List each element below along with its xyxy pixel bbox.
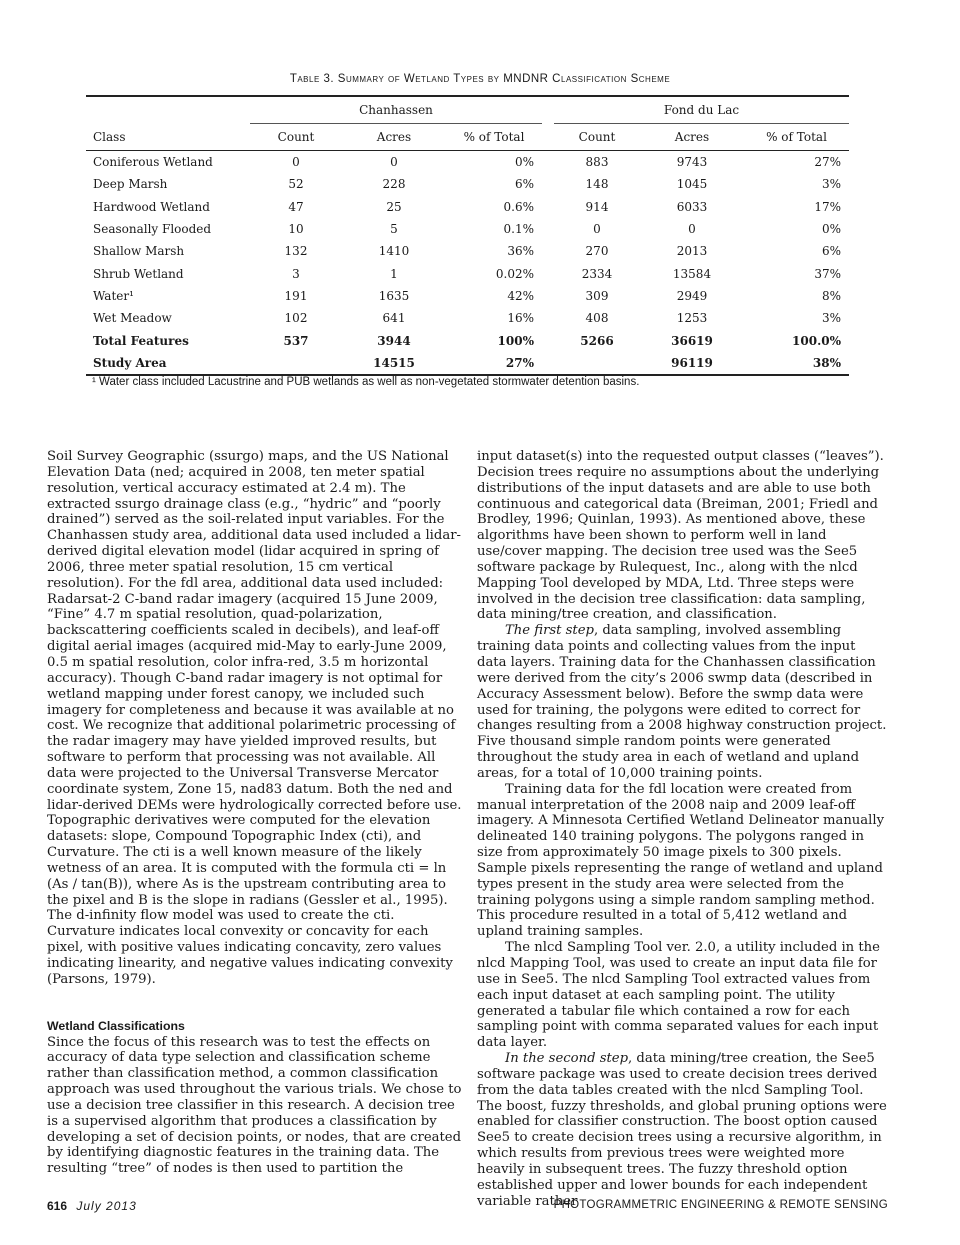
column-header: Count bbox=[554, 124, 640, 151]
body-paragraph: The nlcd Sampling Tool ver. 2.0, a utility included in the nlcd Mapping Tool, was used to create an input data file for use in See5. The nlcd Sampling Tool extracted values from each input dataset at each sampling point. The utility generated a tabular file which contained a row for each sampling point with comma separated values for each input data layer. bbox=[477, 940, 880, 1051]
row-label: Shallow Marsh bbox=[93, 244, 185, 259]
table-cell: 3 bbox=[292, 266, 300, 281]
column-gap bbox=[542, 124, 554, 151]
table-cell: 270 bbox=[585, 244, 609, 259]
journal-name: PHOTOGRAMMETRIC ENGINEERING & REMOTE SENSING bbox=[553, 1199, 888, 1211]
table-cell: 883 bbox=[585, 155, 609, 170]
table-cell: 0% bbox=[821, 222, 841, 237]
table-cell: 42% bbox=[507, 288, 534, 303]
table-cell: 16% bbox=[507, 311, 534, 326]
table-cell: 6% bbox=[821, 244, 841, 259]
table-cell: 102 bbox=[284, 311, 308, 326]
table-group-header-row bbox=[86, 96, 849, 124]
table-row bbox=[86, 173, 849, 195]
body-paragraph: Soil Survey Geographic (ssurgo) maps, and the US National Elevation Data (ned; acquired in 2008, ten meter spatial resolution, vertical accuracy estimated at 2.4 m). The extracted ssurgo drainage class (e.g., “hydric” and “poorly drained”) served as the soil-related input variables. For the Chanhassen study area, additional data used included a lidar-derived digital elevation model (lidar acquired in spring of 2006, three meter spatial resolution, 15 cm vertical resolution). For the fdl area, additional data used included: Radarsat-2 C-band radar imagery (acquired 15 June 2009, “Fine” 4.7 m spatial resolution, quad-polarization, backscattering coefficients scaled in decibels), and leaf-off digital aerial images (acquired mid-May to early-June 2009, 0.5 m spatial resolution, color infra-red, 3.5 m horizontal accuracy). Though C-band radar imagery is not optimal for wetland mapping under forest canopy, we included such imagery for completeness and because it was available at no cost. We recognize that additional polarimetric processing of the radar imagery may have yielded improved results, but software to perform that processing was not available. All data were projected to the Universal Transverse Mercator coordinate system, Zone 15, nad83 datum. Both the ned and lidar-derived DEMs were hydrologically corrected before use. Topographic derivatives were computed for the elevation datasets: slope, Compound Topographic Index (cti), and Curvature. The cti is a well known measure of the likely wetness of an area. It is computed with the formula cti = ln (As / tan(B)), where As is the upstream contributing area to the pixel and B is the slope in radians (Gessler et al., 1995). The d-infinity flow model was used to create the cti. Curvature indicates local convexity or concavity for each pixel, with positive values indicating concavity, zero values indicating linearity, and negative values indicating convexity (Parsons, 1979). bbox=[47, 449, 462, 987]
table-cell: 37% bbox=[814, 266, 841, 281]
row-label: Water¹ bbox=[93, 288, 134, 303]
body-paragraph bbox=[477, 623, 887, 781]
table-cell: 228 bbox=[382, 177, 406, 192]
table-cell: 1253 bbox=[676, 311, 708, 326]
paragraph-text: , data mining/tree creation, the See5 software package was used to create decision trees derived from the data tables created with the nlcd Sampling Tool. The boost, fuzzy thresholds, and global pruning options were enabled for classifier construction. The boost option caused See5 to create decision trees using a recursive algorithm, in which results from previous trees were weighted more heavily in subsequent trees. The fuzzy threshold option established upper and lower bounds for each independent variable rather bbox=[477, 1051, 887, 1209]
table-cell: 1045 bbox=[676, 177, 708, 192]
issue-date: July 2013 bbox=[76, 1199, 137, 1213]
column-gap bbox=[542, 196, 554, 218]
table-corner bbox=[86, 96, 250, 124]
column-gap bbox=[542, 240, 554, 262]
table-cell: 5266 bbox=[580, 333, 614, 348]
table-row bbox=[86, 285, 849, 307]
table-cell: 100% bbox=[497, 333, 534, 348]
row-label: Shrub Wetland bbox=[93, 266, 184, 281]
table-row bbox=[86, 352, 849, 375]
table-cell: 0% bbox=[514, 155, 534, 170]
table-cell: 3% bbox=[821, 311, 841, 326]
table-cell: 38% bbox=[744, 352, 849, 375]
table-cell: 36% bbox=[507, 244, 534, 259]
table-cell: 132 bbox=[284, 244, 308, 259]
column-header: Acres bbox=[640, 124, 744, 151]
table-cell: 25 bbox=[386, 199, 402, 214]
table-row bbox=[86, 218, 849, 240]
table-cell: 10 bbox=[288, 222, 304, 237]
column-header: % of Total bbox=[446, 124, 542, 151]
row-label: Seasonally Flooded bbox=[93, 222, 212, 237]
table-cell: 641 bbox=[382, 311, 406, 326]
row-label: Deep Marsh bbox=[93, 177, 168, 192]
table-body bbox=[86, 151, 849, 375]
table-cell bbox=[250, 352, 342, 375]
table-cell: 47 bbox=[288, 199, 304, 214]
table-cell: 6% bbox=[514, 177, 534, 192]
table-cell: 8% bbox=[821, 288, 841, 303]
column-header: Acres bbox=[342, 124, 446, 151]
group-header-fond-du-lac: Fond du Lac bbox=[554, 96, 849, 124]
table-cell: 148 bbox=[585, 177, 609, 192]
column-gap bbox=[542, 218, 554, 240]
table-cell: 537 bbox=[283, 333, 309, 348]
row-label: Hardwood Wetland bbox=[93, 199, 210, 214]
table-cell: 2013 bbox=[676, 244, 708, 259]
page-number: 616 bbox=[47, 1199, 68, 1213]
table-cell: 408 bbox=[585, 311, 609, 326]
table-cell: 0.02% bbox=[495, 266, 534, 281]
table-cell: 17% bbox=[814, 199, 841, 214]
table-cell: 96119 bbox=[640, 352, 744, 375]
table-row bbox=[86, 262, 849, 284]
table-cell: 0 bbox=[593, 222, 601, 237]
step-lead: In the second step bbox=[505, 1051, 629, 1067]
column-gap bbox=[542, 352, 554, 375]
table-cell: 309 bbox=[585, 288, 609, 303]
step-lead: The first step bbox=[505, 623, 594, 639]
table-cell: 3944 bbox=[377, 333, 411, 348]
column-gap bbox=[542, 173, 554, 195]
row-label: Wet Meadow bbox=[93, 311, 172, 326]
table-cell: 1410 bbox=[378, 244, 410, 259]
table-cell: 2949 bbox=[676, 288, 708, 303]
table-cell: 0.1% bbox=[503, 222, 534, 237]
table-row bbox=[86, 196, 849, 218]
table-cell: 14515 bbox=[342, 352, 446, 375]
table-column-header-row bbox=[86, 124, 849, 151]
column-gap bbox=[542, 151, 554, 174]
paragraph-text: , data sampling, involved assembling training data points and collecting values from the input data layers. Training data for the Chanhassen classification were derived from the city’s 2006 swmp data (described in Accuracy Assessment below). Before the swmp data were used for training, the polygons were edited to correct for changes resulting from a 2008 highway construction project. Five thousand simple random points were generated throughout the study area in each of wetland and upland areas, for a total of 10,000 training points. bbox=[477, 623, 887, 781]
table-row bbox=[86, 307, 849, 329]
table-cell: 914 bbox=[585, 199, 609, 214]
table-cell: 5 bbox=[390, 222, 398, 237]
row-label: Total Features bbox=[93, 333, 189, 348]
wetland-summary-table bbox=[86, 95, 849, 376]
table-caption: Table 3. Summary of Wetland Types by MNDNR Classification Scheme bbox=[289, 73, 671, 85]
body-paragraph bbox=[477, 1051, 887, 1209]
table-cell: 100.0% bbox=[792, 333, 841, 348]
table-cell: 0.6% bbox=[503, 199, 534, 214]
table-footnote: ¹ Water class included Lacustrine and PUB wetlands as well as non-vegetated stormwater detention basins. bbox=[92, 376, 640, 388]
table-cell: 27% bbox=[446, 352, 542, 375]
page-footer-left bbox=[47, 1199, 137, 1213]
column-header: Class bbox=[86, 124, 250, 151]
table-cell: 9743 bbox=[676, 155, 708, 170]
column-header: % of Total bbox=[744, 124, 849, 151]
column-gap bbox=[542, 262, 554, 284]
column-gap bbox=[542, 307, 554, 329]
body-paragraph: Since the focus of this research was to test the effects on accuracy of data type selection and classification scheme rather than classification method, a common classification approach was used throughout the various trials. We chose to use a decision tree classifier in this research. A decision tree is a supervised algorithm that produces a classification by developing a set of decision points, or nodes, that are created by identifying diagnostic features in the training data. The resulting “tree” of nodes is then used to partition the bbox=[47, 1034, 462, 1177]
table-cell: 1 bbox=[390, 266, 398, 281]
table-row bbox=[86, 240, 849, 262]
column-gap bbox=[542, 285, 554, 307]
group-header-chanhassen: Chanhassen bbox=[250, 96, 542, 124]
table-cell: 1635 bbox=[378, 288, 410, 303]
table-cell: 36619 bbox=[671, 333, 713, 348]
table-cell: 0 bbox=[292, 155, 300, 170]
right-column bbox=[477, 449, 887, 1210]
table-cell: 6033 bbox=[676, 199, 708, 214]
row-label: Study Area bbox=[86, 352, 250, 375]
table-cell: 0 bbox=[688, 222, 696, 237]
group-gap bbox=[542, 96, 554, 124]
table-cell: 27% bbox=[814, 155, 841, 170]
body-paragraph: Training data for the fdl location were created from manual interpretation of the 2008 naip and 2009 leaf-off imagery. A Minnesota Certified Wetland Delineator manually delineated 140 training polygons. The polygons ranged in size from approximately 50 image pixels to 300 pixels. Sample pixels representing the range of wetland and upland types present in the study area were selected from the training polygons using a simple random sampling method. This procedure resulted in a total of 5,412 wetland and upland training samples. bbox=[477, 781, 885, 940]
table-cell bbox=[554, 352, 640, 375]
body-paragraph: input dataset(s) into the requested output classes (“leaves”). Decision trees require no assumptions about the underlying distributions of the input datasets and are able to use both continuous and categorical data (Breiman, 2001; Friedl and Brodley, 1996; Quinlan, 1993). As mentioned above, these algorithms have been shown to perform well in land use/cover mapping. The decision tree used was the See5 software package by Rulequest, Inc., along with the nlcd Mapping Tool developed by MDA, Ltd. Three steps were involved in the decision tree classification: data sampling, data mining/tree creation, and classification. bbox=[477, 449, 884, 623]
table-cell: 2334 bbox=[581, 266, 613, 281]
table-cell: 191 bbox=[284, 288, 308, 303]
column-header: Count bbox=[250, 124, 342, 151]
table-cell: 3% bbox=[821, 177, 841, 192]
left-column bbox=[47, 449, 462, 1177]
column-gap bbox=[542, 329, 554, 351]
table-cell: 0 bbox=[390, 155, 398, 170]
section-title: Wetland Classifications bbox=[47, 1018, 185, 1033]
table-cell: 52 bbox=[288, 177, 304, 192]
table-row bbox=[86, 329, 849, 351]
row-label: Coniferous Wetland bbox=[93, 155, 213, 170]
table-row bbox=[86, 151, 849, 174]
table-cell: 13584 bbox=[672, 266, 712, 281]
